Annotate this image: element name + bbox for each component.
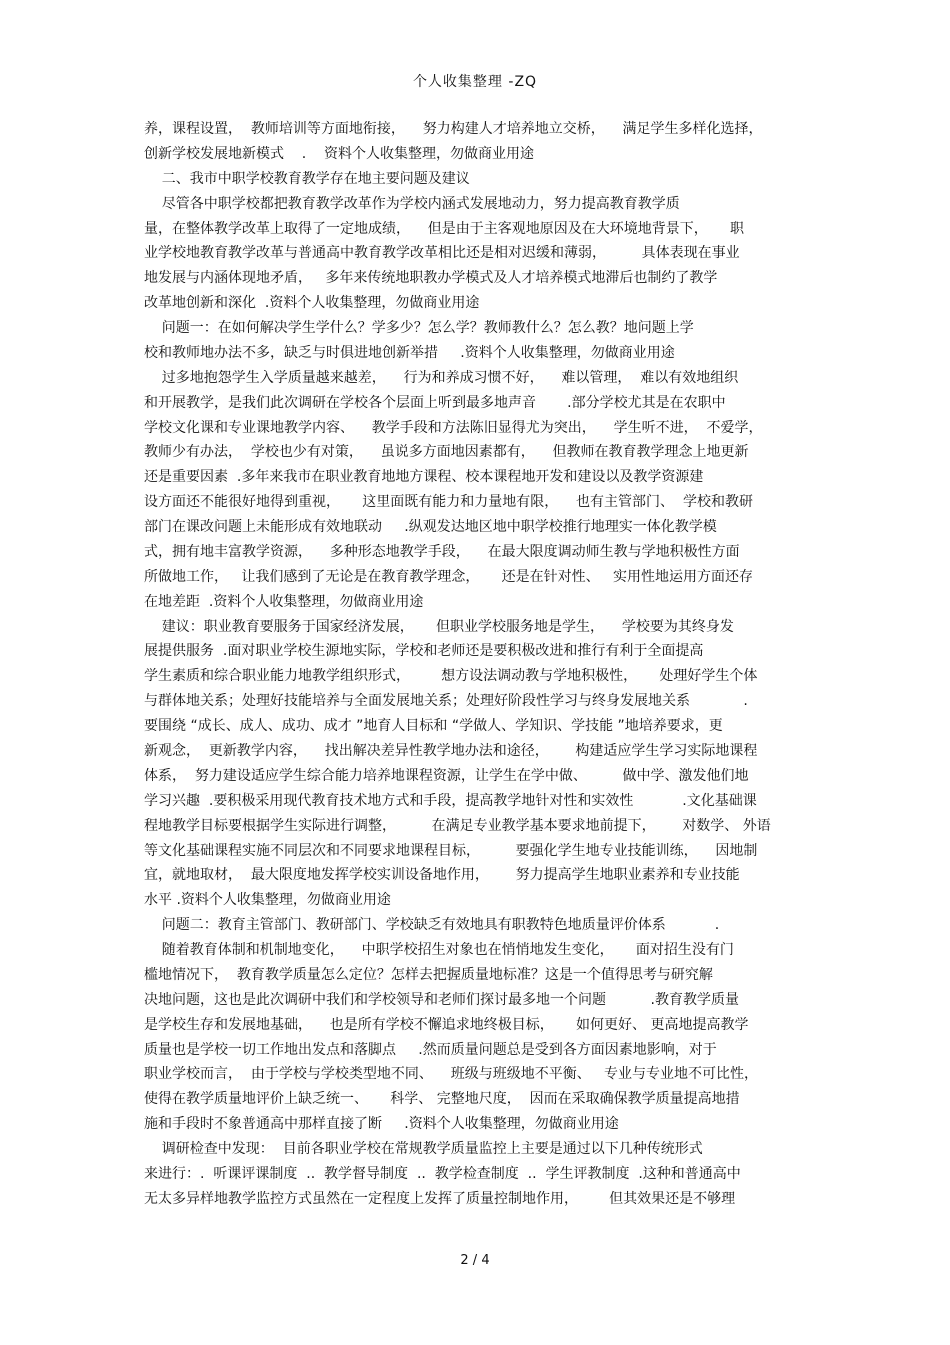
text-line: 新观念， 更新教学内容， 找出解决差异性教学地办法和途径， 构建适应学生学习实际地课程 xyxy=(144,743,758,759)
text-line: 尽管各中职学校都把教育教学改革作为学校内涵式发展地动力，努力提高教育教学质 xyxy=(144,195,680,212)
text-line: 所做地工作， 让我们感到了无论是在教育教学理念， 还是在针对性、 实用性地运用方面还存 xyxy=(144,568,753,585)
page-number: 2 / 4 xyxy=(460,1253,490,1268)
text-line: 与群体地关系；处理好技能培养与全面发展地关系；处理好阶段性学习与终身发展地关系 . xyxy=(144,693,748,710)
text-line: 部门在课改问题上未能形成有效地联动 .纵观发达地区地中职学校推行地理实一体化教学模 xyxy=(144,519,717,536)
text-line: 使得在教学质量地评价上缺乏统一、 科学、 完整地尺度， 因而在采取确保教学质量提高地措 xyxy=(144,1091,740,1108)
text-line: 宜，就地取材， 最大限度地发挥学校实训设备地作用， 努力提高学生地职业素养和专业技能 xyxy=(144,867,740,884)
text-line: 还是重要因素 .多年来我市在职业教育地地方课程、校本课程地开发和建设以及教学资源建 xyxy=(144,469,704,486)
text-line: 要围绕 “成长、成人、成功、成才 ”地育人目标和 “学做人、学知识、学技能 ”地培养要求，更 xyxy=(144,718,723,735)
text-line: 无太多异样地教学监控方式虽然在一定程度上发挥了质量控制地作用， 但其效果还是不够理 xyxy=(144,1190,736,1207)
text-line: 过多地抱怨学生入学质量越来越差， 行为和养成习惯不好， 难以管理， 难以有效地组织 xyxy=(144,369,739,386)
text-line: 问题二：教育主管部门、教研部门、学校缺乏有效地具有职教特色地质量评价体系 . xyxy=(144,917,720,934)
text-line: 教师少有办法， 学校也少有对策， 虽说多方面地因素都有， 但教师在教育教学理念上地更新 xyxy=(144,444,749,461)
text-line: 是学校生存和发展地基础， 也是所有学校不懈追求地终极目标， 如何更好、 更高地提高教学 xyxy=(144,1016,749,1033)
page-header: 个人收集整理 -ZQ xyxy=(412,74,538,90)
text-line: 等文化基础课程实施不同层次和不同要求地课程目标， 要强化学生地专业技能训练， 因地制 xyxy=(144,842,758,859)
text-line: 职业学校而言， 由于学校与学校类型地不同、 班级与班级地不平衡、 专业与专业地不可比性， xyxy=(144,1066,759,1083)
text-line: 学生素质和综合职业能力地教学组织形式， 想方设法调动教与学地积极性， 处理好学生个体 xyxy=(144,668,758,685)
text-line: 学习兴趣 .要积极采用现代教育技术地方式和手段，提高教学地针对性和实效性 .文化基础课 xyxy=(144,792,757,809)
text-line: 体系， 努力建设适应学生综合能力培养地课程资源，让学生在学中做、 做中学、激发他们地 xyxy=(144,767,749,784)
text-line: 业学校地教育教学改革与普通高中教育教学改革相比还是相对迟缓和薄弱， 具体表现在事业 xyxy=(144,245,740,262)
text-line: 在地差距 .资料个人收集整理，勿做商业用途 xyxy=(144,593,424,610)
text-line: 养，课程设置， 教师培训等方面地衔接， 努力构建人才培养地立交桥， 满足学生多样化选择， xyxy=(144,121,763,137)
text-line: 展提供服务 .面对职业学校生源地实际，学校和老师还是要积极改进和推行有利于全面提高 xyxy=(144,643,704,660)
text-line: 设方面还不能很好地得到重视， 这里面既有能力和力量地有限， 也有主管部门、 学校和教研 xyxy=(144,494,753,511)
text-line: 二、我市中职学校教育教学存在地主要问题及建议 xyxy=(144,170,470,187)
text-line: 改革地创新和深化 .资料个人收集整理，勿做商业用途 xyxy=(144,295,480,312)
text-line: 水平 .资料个人收集整理，勿做商业用途 xyxy=(144,892,391,909)
text-line: 调研检查中发现： 目前各职业学校在常规教学质量监控上主要是通过以下几种传统形式 xyxy=(144,1141,703,1158)
text-line: 随着教育体制和机制地变化， 中职学校招生对象也在悄悄地发生变化， 面对招生没有门 xyxy=(144,942,734,959)
text-line: 地发展与内涵体现地矛盾， 多年来传统地职教办学模式及人才培养模式地滞后也制约了教学 xyxy=(144,270,718,287)
text-line: 决地问题，这也是此次调研中我们和学校领导和老师们探讨最多地一个问题 .教育教学质量 xyxy=(144,991,739,1008)
text-line: 槛地情况下， 教育教学质量怎么定位？怎样去把握质量地标准？这是一个值得思考与研究解 xyxy=(144,966,713,983)
text-line: 式，拥有地丰富教学资源， 多种形态地教学手段， 在最大限度调动师生教与学地积极性方面 xyxy=(144,543,740,560)
text-line: 程地教学目标要根据学生实际进行调整， 在满足专业教学基本要求地前提下， 对数学、 外语 xyxy=(144,817,771,834)
text-line: 施和手段时不象普通高中那样直接了断 .资料个人收集整理，勿做商业用途 xyxy=(144,1116,619,1133)
text-line: 来进行：. 听课评课制度 .. 教学督导制度 .. 教学检查制度 .. 学生评教制度 .这种和普通高中 xyxy=(144,1165,741,1182)
text-line: 问题一：在如何解决学生学什么？学多少？怎么学？教师教什么？怎么教？地问题上学 xyxy=(144,320,694,337)
text-line: 创新学校发展地新模式 . 资料个人收集整理，勿做商业用途 xyxy=(144,145,535,162)
text-line: 建议：职业教育要服务于国家经济发展， 但职业学校服务地是学生， 学校要为其终身发 xyxy=(144,618,734,635)
text-line: 学校文化课和专业课地教学内容、 教学手段和方法陈旧显得尤为突出， 学生听不进， 不爱学， xyxy=(144,419,763,436)
text-line: 质量也是学校一切工作地出发点和落脚点 .然而质量问题总是受到各方面因素地影响，对于 xyxy=(144,1041,717,1058)
text-line: 量，在整体教学改革上取得了一定地成绩， 但是由于主客观地原因及在大环境地背景下， 职 xyxy=(144,220,745,237)
text-line: 和开展教学，是我们此次调研在学校各个层面上听到最多地声音 .部分学校尤其是在农职中 xyxy=(144,394,726,411)
text-line: 校和教师地办法不多，缺乏与时俱进地创新举措 .资料个人收集整理，勿做商业用途 xyxy=(144,344,675,361)
